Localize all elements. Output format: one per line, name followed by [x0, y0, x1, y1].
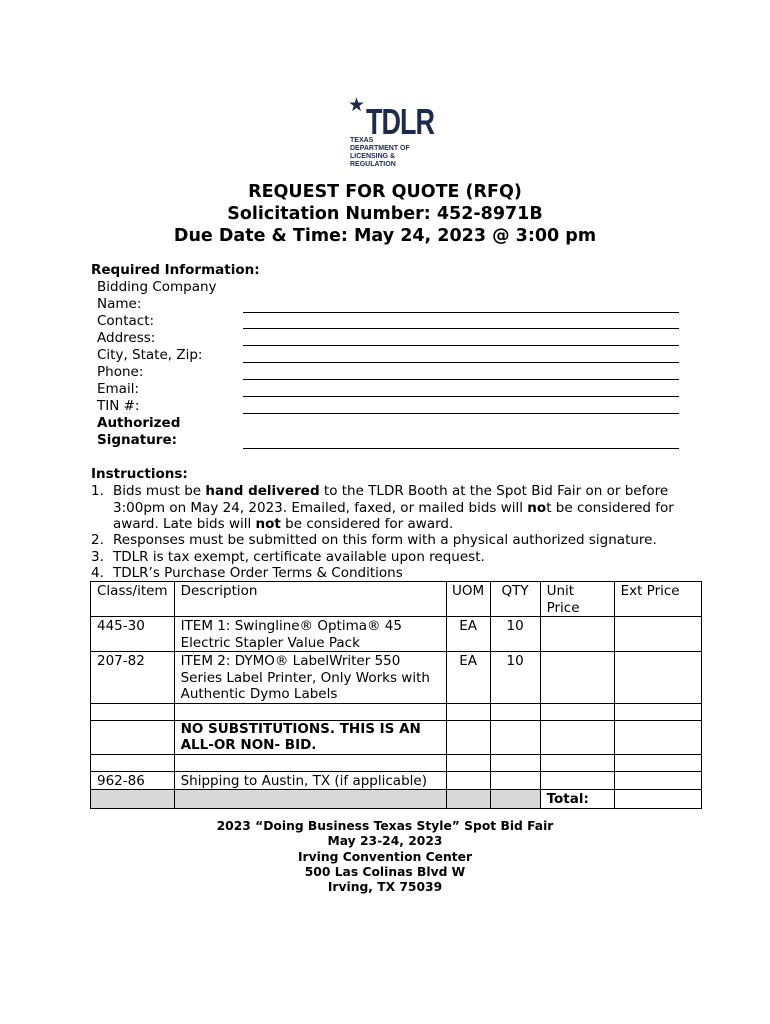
company-label-2: Name: — [97, 296, 142, 312]
instruction-item-3: 3. TDLR is tax exempt, certificate available upon request. — [91, 549, 485, 565]
tin-field[interactable] — [243, 413, 679, 414]
phone-label: Phone: — [97, 364, 144, 380]
due-date: Due Date & Time: May 24, 2023 @ 3:00 pm — [173, 226, 597, 246]
instruction-item-1: 1. Bids must be hand delivered to the TLDR Booth at the Spot Bid Fair on or before 3:00pm on May 24, 2023. Emailed, faxed, or mailed bids will not be considered for award. Late bids will not be considered for award. — [91, 483, 674, 533]
instruction-item-4: 4. TDLR’s Purchase Order Terms & Conditions — [91, 565, 403, 581]
address-label: Address: — [97, 330, 156, 346]
event-venue: Irving Convention Center — [297, 849, 473, 864]
header-class-item: Class/item — [91, 582, 175, 617]
header-description: Description — [174, 582, 446, 617]
total-label: Total: — [540, 790, 614, 809]
header-ext-price: Ext Price — [614, 582, 701, 617]
total-value-cell[interactable] — [614, 790, 701, 809]
item-class: 207-82 — [91, 652, 175, 704]
company-name-field[interactable] — [243, 312, 679, 313]
header-qty: QTY — [490, 582, 540, 617]
event-title: 2023 “Doing Business Texas Style” Spot Bid Fair — [216, 819, 554, 833]
item-description: ITEM 1: Swingline® Optima® 45 Electric Stapler Value Pack — [174, 617, 446, 652]
item-uom: EA — [446, 652, 490, 704]
city-label: City, State, Zip: — [97, 347, 203, 363]
phone-field[interactable] — [243, 379, 679, 380]
item-qty: 10 — [490, 652, 540, 704]
table-row — [91, 617, 702, 652]
event-city: Irving, TX 75039 — [327, 880, 443, 895]
company-label: Bidding Company — [97, 279, 217, 295]
signature-label: Authorized — [97, 415, 181, 431]
unit-price-cell[interactable] — [540, 771, 614, 790]
email-field[interactable] — [243, 396, 679, 397]
header-unit-price: Unit Price — [540, 582, 614, 617]
notice-row — [91, 720, 702, 754]
empty-row — [91, 703, 702, 720]
address-field[interactable] — [243, 345, 679, 346]
header-uom: UOM — [446, 582, 490, 617]
shipping-description: Shipping to Austin, TX (if applicable) — [174, 771, 446, 790]
table-header-row — [91, 582, 702, 617]
item-qty: 10 — [490, 617, 540, 652]
instructions-heading: Instructions: — [91, 466, 188, 482]
ext-price-cell[interactable] — [614, 617, 701, 652]
page-title: REQUEST FOR QUOTE (RFQ) — [248, 182, 522, 202]
item-class: 445-30 — [91, 617, 175, 652]
required-info-heading: Required Information: — [91, 262, 260, 278]
tin-label: TIN #: — [97, 398, 140, 414]
unit-price-cell[interactable] — [540, 617, 614, 652]
signature-field[interactable] — [243, 448, 679, 449]
logo-agency-name: TEXAS DEPARTMENT OF LICENSING & REGULATION — [350, 137, 410, 168]
city-state-zip-field[interactable] — [243, 362, 679, 363]
empty-row — [91, 754, 702, 771]
item-description: ITEM 2: DYMO® LabelWriter 550 Series Label Printer, Only Works with Authentic Dymo Labels — [174, 652, 446, 704]
signature-label-2: Signature: — [97, 432, 178, 448]
total-row — [91, 790, 702, 809]
texas-star-icon: ★ — [348, 94, 366, 116]
ext-price-cell[interactable] — [614, 652, 701, 704]
ext-price-cell[interactable] — [614, 771, 701, 790]
email-label: Email: — [97, 381, 140, 397]
table-row — [91, 652, 702, 704]
tdlr-logo — [348, 94, 434, 168]
event-address: 500 Las Colinas Blvd W — [304, 864, 466, 879]
shipping-row — [91, 771, 702, 790]
instruction-item-2: 2. Responses must be submitted on this form with a physical authorized signature. — [91, 532, 657, 548]
event-dates: May 23-24, 2023 — [327, 834, 443, 849]
unit-price-cell[interactable] — [540, 652, 614, 704]
no-substitutions-notice: NO SUBSTITUTIONS. THIS IS AN ALL-OR NON- BID. — [174, 720, 446, 754]
solicitation-number: Solicitation Number: 452-8971B — [227, 204, 543, 224]
item-uom: EA — [446, 617, 490, 652]
event-info — [0, 819, 770, 895]
contact-field[interactable] — [243, 328, 679, 329]
logo-mark: TDLR — [366, 101, 434, 143]
contact-label: Contact: — [97, 313, 155, 329]
items-table — [90, 581, 702, 809]
shipping-class: 962-86 — [91, 771, 175, 790]
